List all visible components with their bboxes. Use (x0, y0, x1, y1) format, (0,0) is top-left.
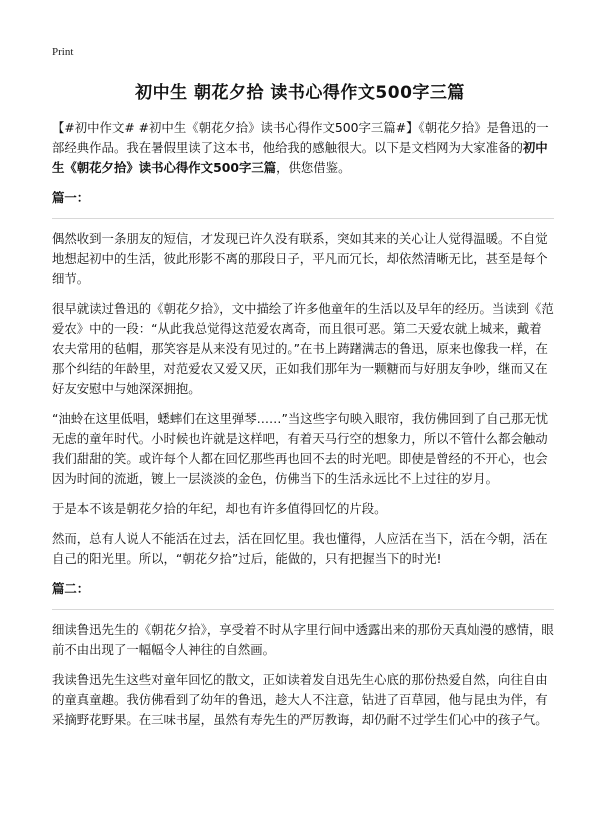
intro-text-1: 《朝花夕拾》是鲁迅的一部经典作品。我在暑假里读了这本书，他给我的感触很大。以下是文档网为大家准备的 (52, 120, 549, 155)
intro-bold-title: 初中生《朝花夕拾》读书心得作文500字三篇 (52, 140, 548, 175)
section-1-paragraph-5: 然而，总有人说人不能活在过去，活在回忆里。我也懂得，人应活在当下，活在今朝，活在自己的阳光里。所以，“朝花夕拾”过后，能做的，只有把握当下的时光! (52, 531, 548, 566)
section-divider-1 (52, 218, 554, 219)
print-label: Print (52, 46, 74, 58)
article-body (52, 118, 554, 740)
section-1-paragraph-1: 偶然收到一条朋友的短信，才发现已许久没有联系，突如其来的关心让人觉得温暖。不自觉地想起初中的生活，彼此形影不离的那段日子，平凡而冗长，却依然清晰无比，甚至是每个细节。 (52, 231, 548, 286)
page-title: 初中生 朝花夕拾 读书心得作文500字三篇 (135, 83, 465, 103)
section-divider-2 (52, 609, 554, 610)
section-1-paragraph-2: 很早就读过鲁迅的《朝花夕拾》，文中描绘了许多他童年的生活以及早年的经历。当读到《范爱农》中的一段：“从此我总觉得这范爱农离奇，而且很可恶。第二天爱农就上城来，戴着农夫常用的毡帽，那笑容是从来没有见过的。”在书上踌躇满志的鲁迅，原来也像我一样，在那个纠结的年龄里，对范爱农又爱又厌，正如我们那年为一颗糖而与好朋友争吵，继而又在好友安慰中与她深深拥抱。 (52, 301, 554, 396)
section-2-paragraph-1: 细读鲁迅先生的《朝花夕拾》，享受着不时从字里行间中透露出来的那份天真灿漫的感情，眼前不由出现了一幅幅令人神往的自然画。 (52, 622, 554, 657)
section-2-paragraph-2: 我读鲁迅先生这些对童年回忆的散文，正如读着发自迅先生心底的那份热爱自然，向往自由的童真童趣。我仿佛看到了幼年的鲁迅，趁大人不注意，钻进了百草园，他与昆虫为伴，有采摘野花野果。在三味书屋，虽然有寿先生的严厉教诲，却仍耐不过学生们心中的孩子气。 (52, 672, 548, 727)
section-heading-1: 篇一： (52, 190, 90, 205)
section-heading-2: 篇二： (52, 581, 90, 596)
intro-tag: 【#初中作文# #初中生《朝花夕拾》读书心得作文500字三篇#】 (52, 120, 419, 135)
intro-text-2: ，供您借鉴。 (276, 160, 351, 175)
section-1-paragraph-3: “油蛉在这里低唱，蟋蟀们在这里弹琴……”当这些字句映入眼帘，我仿佛回到了自己那无忧无虑的童年时代。小时候也许就是这样吧，有着天马行空的想象力，所以不管什么都会触动我们甜甜的笑。或许每个人都在回忆那些再也回不去的时光吧。即使是曾经的不开心，也会因为时间的流逝，镀上一层淡淡的金色，仿佛当下的生活永远比不上过往的岁月。 (52, 411, 549, 486)
intro-paragraph (52, 118, 554, 178)
section-1-paragraph-4: 于是本不该是朝花夕拾的年纪，却也有许多值得回忆的片段。 (52, 501, 387, 516)
